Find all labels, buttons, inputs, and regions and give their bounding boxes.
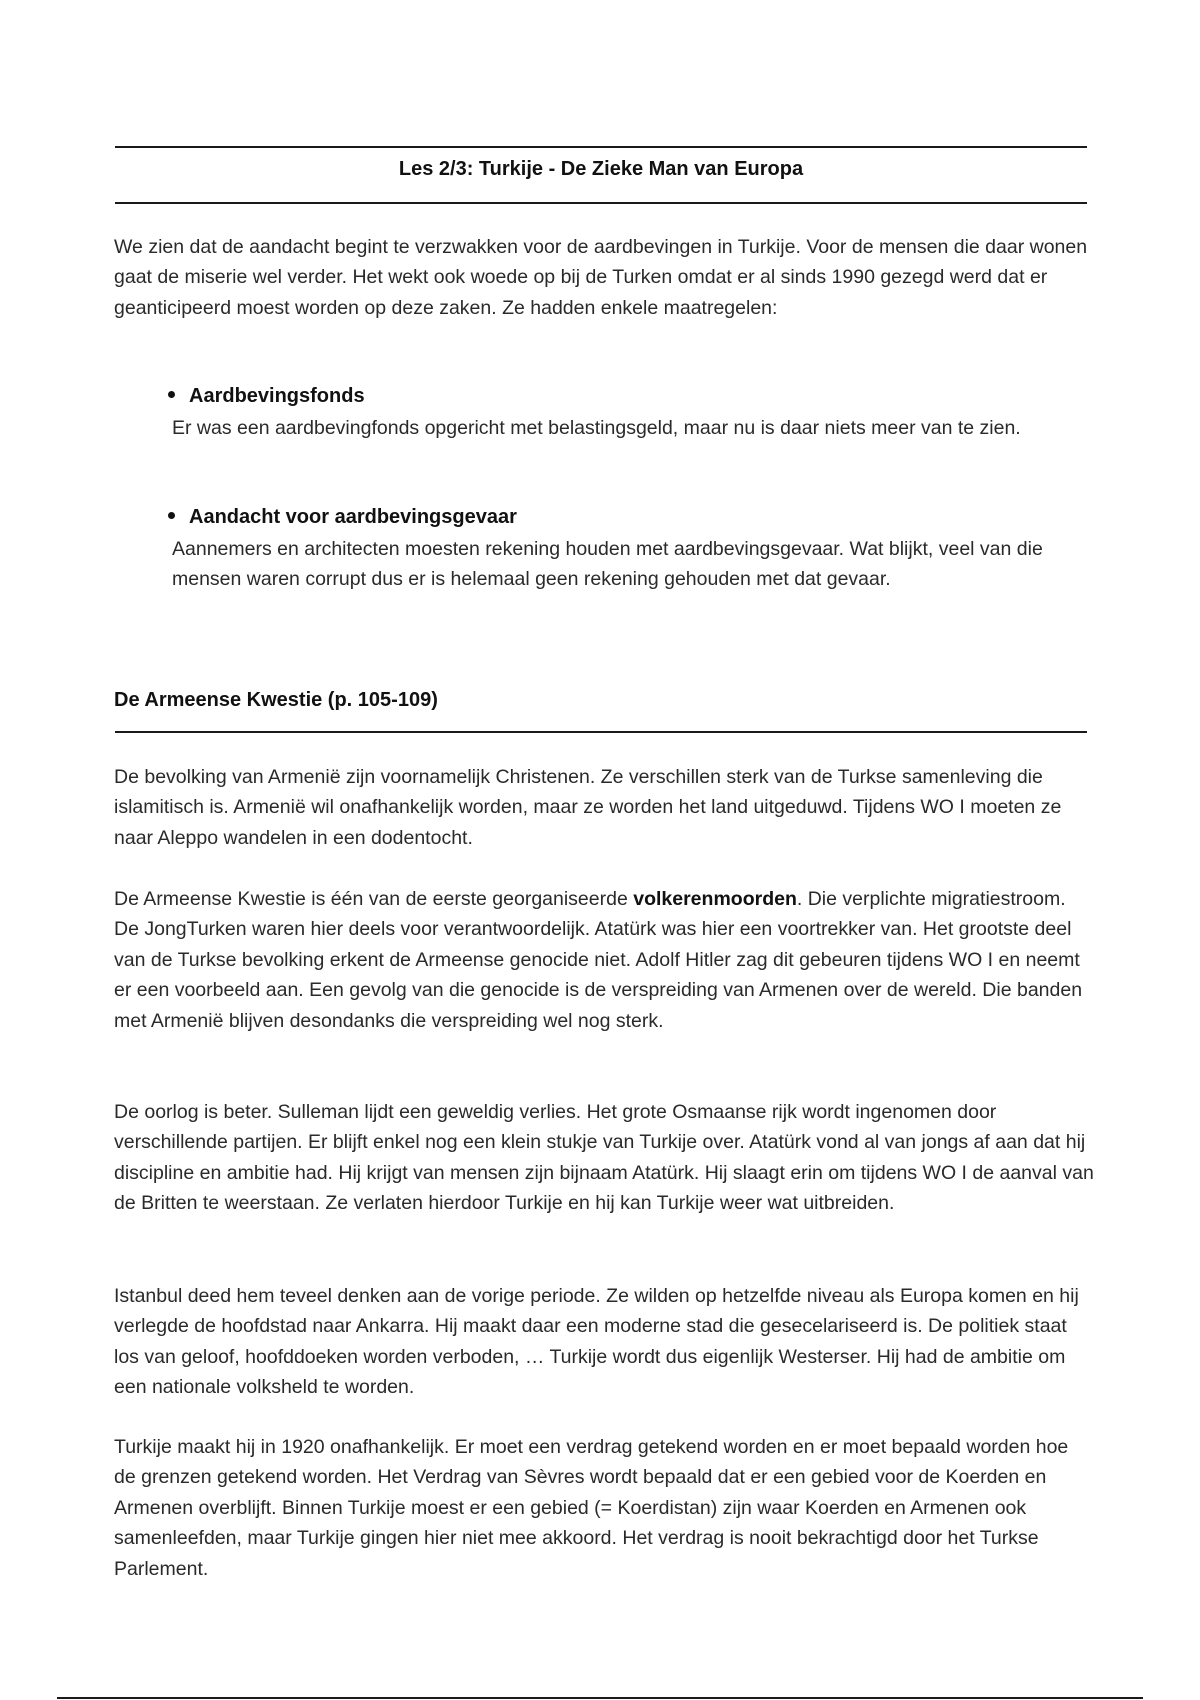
section-heading: De Armeense Kwestie (p. 105-109) xyxy=(114,689,438,711)
page-bottom-rule xyxy=(57,1697,1143,1699)
bullet-body-fund: Er was een aardbevingfonds opgericht met belastingsgeld, maar nu is daar niets meer van te zien. xyxy=(172,417,1021,439)
paragraph-genocide xyxy=(114,884,1094,1036)
bullet-heading-text: Aardbevingsfonds xyxy=(189,385,365,407)
bullet-heading-danger xyxy=(168,506,517,529)
bullet-heading-text: Aandacht voor aardbevingsgevaar xyxy=(189,506,517,528)
paragraph-armenia: De bevolking van Armenië zijn voornamelijk Christenen. Ze verschillen sterk van de Turkse samenleving die islamitisch is. Armenië wil onafhankelijk worden, maar ze worden het land uitgeduwd. Tijdens WO I moeten ze naar Aleppo wandelen in een dodentocht. xyxy=(114,766,1062,849)
page-title: Les 2/3: Turkije - De Zieke Man van Europa xyxy=(398,158,804,180)
paragraph-text: De Armeense Kwestie is één van de eerste georganiseerde xyxy=(114,888,634,910)
intro-paragraph: We zien dat de aandacht begint te verzwakken voor de aardbevingen in Turkije. Voor de mensen die daar wonen gaat de miserie wel verder. Het wekt ook woede op bij de Turken omdat er al sinds 1990 gezegd werd dat er geanticipeerd moest worden op deze zaken. Ze hadden enkele maatregelen: xyxy=(114,236,1088,319)
bold-term: volkerenmoorden xyxy=(633,888,797,910)
bullet-heading-fund xyxy=(168,385,365,408)
bullet-icon xyxy=(168,391,175,398)
section-rule xyxy=(115,731,1087,733)
bullet-icon xyxy=(168,512,175,519)
paragraph-treaty: Turkije maakt hij in 1920 onafhankelijk. Er moet een verdrag getekend worden en er moet bepaald worden hoe de grenzen getekend worden. Het Verdrag van Sèvres wordt bepaald dat er een gebied voor de Koerden en Armenen overblijft. Binnen Turkije moest er een gebied (= Koerdistan) zijn waar Koerden en Armenen ook samenleefden, maar Turkije gingen hier niet mee akkoord. Het verdrag is nooit bekrachtigd door het Turkse Parlement. xyxy=(114,1436,1069,1580)
title-top-rule xyxy=(115,146,1087,148)
paragraph-istanbul: Istanbul deed hem teveel denken aan de vorige periode. Ze wilden op hetzelfde niveau als Europa komen en hij verlegde de hoofdstad naar Ankarra. Hij maakt daar een moderne stad die gesecelariseerd is. De politiek staat los van geloof, hoofddoeken worden verboden, … Turkije wordt dus eigenlijk Westerser. Hij had de ambitie om een nationale volksheld te worden. xyxy=(114,1285,1079,1399)
paragraph-text: . Die verplichte migratiestroom. De JongTurken waren hier deels voor verantwoordelijk. Atatürk was hier een voortrekker van. Het grootste deel van de Turkse bevolking erkent de Armeense genocide niet. Adolf Hitler zag dit gebeuren tijdens WO I en neemt er een voorbeeld aan. Een gevolg van die genocide is de verspreiding van Armenen over de wereld. Die banden met Armenië blijven desondanks die verspreiding wel nog sterk. xyxy=(114,888,1083,1032)
bullet-body-danger: Aannemers en architecten moesten rekening houden met aardbevingsgevaar. Wat blijkt, veel van die mensen waren corrupt dus er is helemaal geen rekening gehouden met dat gevaar. xyxy=(172,538,1043,591)
title-bottom-rule xyxy=(115,202,1087,204)
paragraph-war: De oorlog is beter. Sulleman lijdt een geweldig verlies. Het grote Osmaanse rijk wordt ingenomen door verschillende partijen. Er blijft enkel nog een klein stukje van Turkije over. Atatürk vond al van jongs af aan dat hij discipline en ambitie had. Hij krijgt van mensen zijn bijnaam Atatürk. Hij slaagt erin om tijdens WO I de aanval van de Britten te weerstaan. Ze verlaten hierdoor Turkije en hij kan Turkije weer wat uitbreiden. xyxy=(114,1101,1094,1215)
